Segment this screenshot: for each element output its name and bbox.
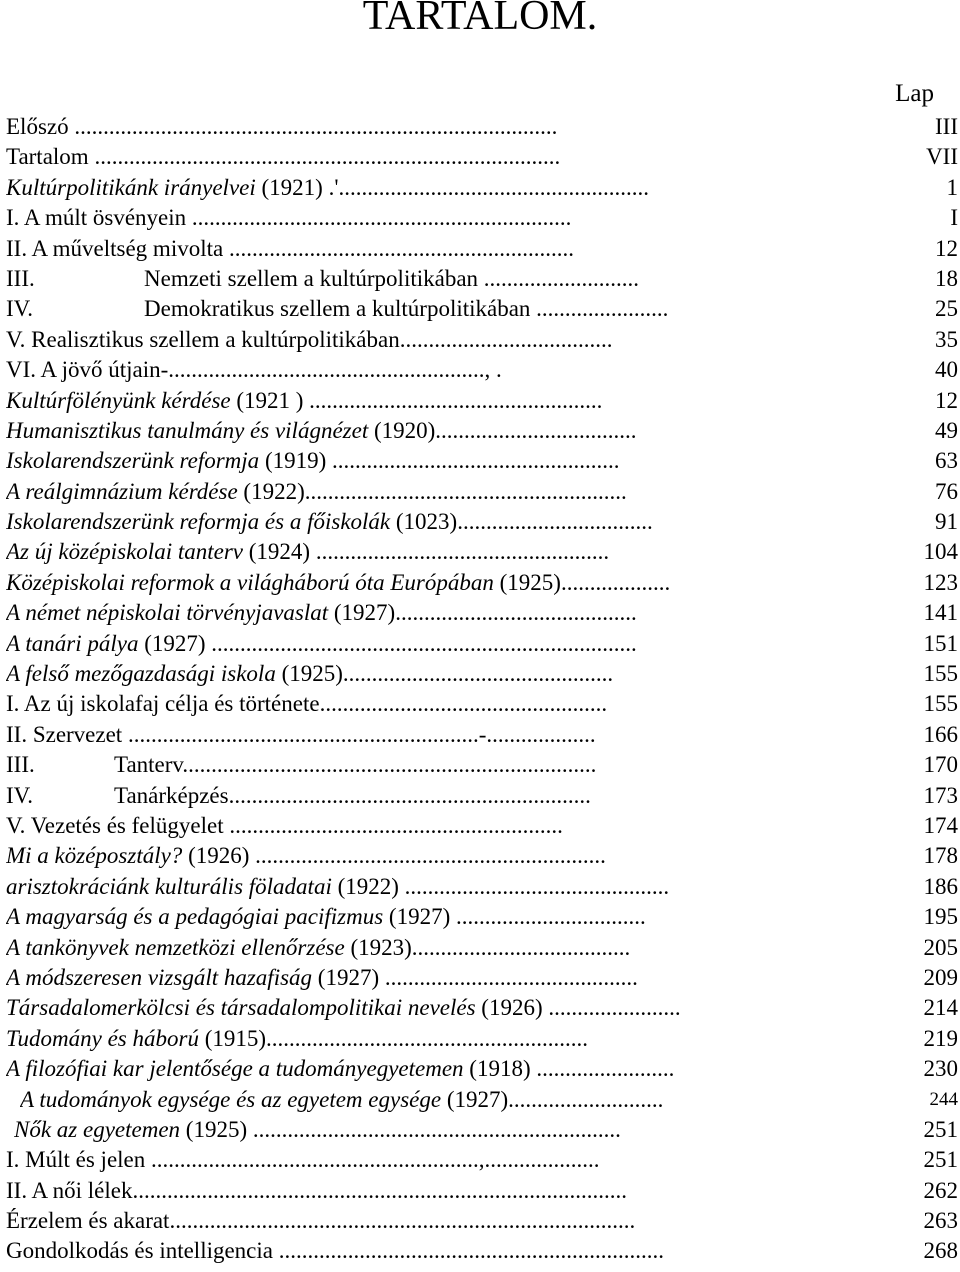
toc-entry-year: (1915)........................................................ <box>198 1025 589 1051</box>
toc-entry-page: 18 <box>935 265 958 291</box>
toc-entry-page: 104 <box>923 539 958 565</box>
toc-entry <box>6 264 958 294</box>
toc-entry <box>6 629 958 659</box>
toc-entry-year: (1923)...................................... <box>344 934 631 960</box>
toc-entry <box>6 1054 958 1084</box>
toc-entry-page: 186 <box>923 873 958 899</box>
toc-entry-text: I. Múlt és jelen .........................................................,.................... <box>6 1147 600 1173</box>
toc-entry-page: 251 <box>923 1147 958 1173</box>
toc-entry-number: IV. <box>6 782 34 808</box>
toc-entry-page: I <box>950 205 958 231</box>
toc-entry-year: (1922) .............................................. <box>331 873 670 899</box>
toc-entry-page: 141 <box>923 600 958 626</box>
toc-entry-year: (1927).......................................... <box>328 600 637 626</box>
toc-entry-title <box>6 629 637 659</box>
toc-entry-text: Demokratikus szellem a kultúrpolitikában ....................... <box>144 296 669 322</box>
toc-entry-text: II. A női lélek...................................................................................... <box>6 1177 627 1203</box>
toc-entry-text: Nők az egyetemen <box>14 1116 181 1142</box>
toc-entry-title <box>6 659 613 689</box>
toc-entry-page: 40 <box>935 357 958 383</box>
page-title: TARTALOM. <box>362 0 598 39</box>
toc-entry-year: (1922)........................................................ <box>237 478 627 504</box>
toc-entry-title <box>14 1115 621 1145</box>
toc-entry <box>6 841 958 871</box>
toc-entry <box>6 446 958 476</box>
toc-entry-page: III <box>935 114 958 139</box>
toc-entry <box>6 294 958 324</box>
toc-entry <box>6 568 958 598</box>
toc-entry-text: Előszó .................................................................................... <box>6 114 558 139</box>
toc-entry-title <box>6 446 620 476</box>
toc-entry-text: Tartalom ................................................................................. <box>6 144 561 170</box>
toc-entry <box>6 325 958 355</box>
toc-entry-text: I. Az új iskolafaj célja és története.................................................. <box>6 691 608 717</box>
toc-entry <box>6 355 958 385</box>
toc-entry-title <box>6 173 649 203</box>
toc-entry-text: A német népiskolai törvényjavaslat <box>6 600 329 626</box>
toc-entry-text: A felső mezőgazdasági iskola <box>6 661 276 687</box>
toc-entry-page: 123 <box>923 569 958 595</box>
toc-entry-text: Mi a középosztály? <box>6 843 183 869</box>
toc-entry-page: 170 <box>923 752 958 778</box>
toc-entry <box>6 598 958 628</box>
toc-entry-text: Iskolarendszerünk reformja <box>6 448 260 474</box>
toc-entry <box>6 781 958 811</box>
toc-entry-year: (1023).................................. <box>390 509 653 535</box>
toc-entry-page: 12 <box>935 387 958 413</box>
toc-entry <box>6 811 958 841</box>
toc-entry <box>6 1236 958 1266</box>
toc-entry-text: Társadalomerkölcsi és társadalompolitikai nevelés <box>6 995 476 1021</box>
toc-entry <box>6 720 958 750</box>
toc-entry-title <box>6 234 574 264</box>
toc-entry <box>6 1176 958 1206</box>
toc-entry-title <box>6 902 646 932</box>
toc-entry-text: Humanisztikus tanulmány és világnézet <box>6 417 369 443</box>
toc-entry-page: 262 <box>923 1177 958 1203</box>
toc-entry-title <box>6 1236 664 1266</box>
toc-entry-title <box>6 507 653 537</box>
toc-entry-year: (1925)............................................... <box>275 661 614 687</box>
toc-entry-page: 230 <box>923 1056 958 1082</box>
toc-entry <box>6 507 958 537</box>
toc-entry <box>6 173 958 203</box>
toc-entry-text: Iskolarendszerünk reformja és a főiskolák <box>6 509 391 535</box>
toc-entry-year: (1921) .'...................................................... <box>255 174 649 200</box>
toc-entry <box>6 1115 958 1145</box>
toc-entry-page: 195 <box>923 904 958 930</box>
toc-entry-page: VII <box>926 144 958 170</box>
toc-entry-title <box>6 568 670 598</box>
toc-entry <box>6 750 958 780</box>
toc-entry-title <box>6 598 637 628</box>
toc-entry-title <box>6 537 609 567</box>
toc-entry-text: Érzelem és akarat................................................................................. <box>6 1208 636 1234</box>
toc-entry-number: III. <box>6 752 35 778</box>
toc-entry-page: 173 <box>923 782 958 808</box>
toc-entry <box>6 142 958 172</box>
toc-entry <box>6 1085 958 1115</box>
toc-entry-title <box>6 993 681 1023</box>
toc-entry-page: 214 <box>923 995 958 1021</box>
toc-entry-title <box>6 294 668 324</box>
toc-entry <box>6 537 958 567</box>
toc-entry-title <box>6 1024 588 1054</box>
toc-entry-text: Tanterv........................................................................ <box>114 752 597 778</box>
toc-entry-text: Nemzeti szellem a kultúrpolitikában ........................... <box>144 265 640 291</box>
toc-entry-text: A tanári pálya <box>6 630 139 656</box>
toc-entry-title <box>6 1206 635 1236</box>
toc-entry-text: arisztokráciánk kulturális föladatai <box>6 873 332 899</box>
toc-entry-text: I. A múlt ösvényein .................................................................. <box>6 205 572 231</box>
toc-entry-title <box>6 720 596 750</box>
toc-entry-title <box>6 811 563 841</box>
toc-entry <box>6 872 958 902</box>
toc-entry-title <box>6 1145 600 1175</box>
toc-entry-title <box>6 203 571 233</box>
toc-entry <box>6 234 958 264</box>
toc-entry-page: 63 <box>935 448 958 474</box>
toc-entry <box>6 1024 958 1054</box>
toc-entry-title <box>20 1085 663 1115</box>
toc-entry-page: 174 <box>923 812 958 838</box>
toc-entry-title <box>6 689 607 719</box>
toc-entry-page: 209 <box>923 964 958 990</box>
toc-entry-text: Középiskolai reformok a világháború óta Európában <box>6 569 494 595</box>
toc-entry <box>6 416 958 446</box>
toc-entry <box>6 386 958 416</box>
toc-entry-year: (1927)........................... <box>441 1086 664 1112</box>
toc-entry-number: III. <box>6 265 35 291</box>
toc-entry-title <box>6 781 591 811</box>
toc-entry-title <box>6 750 596 780</box>
toc-entry-title <box>6 142 560 172</box>
toc-entry-text: VI. A jövő útjain-......................................................., . <box>6 357 502 383</box>
toc-entry-page: 151 <box>923 630 958 656</box>
toc-entry-page: 155 <box>923 691 958 717</box>
toc-entry-page: 178 <box>923 843 958 869</box>
toc-entry-year: (1919) .................................................. <box>259 448 620 474</box>
toc-entry-text: A reálgimnázium kérdése <box>6 478 238 504</box>
toc-entry-year: (1926) ............................................................. <box>182 843 606 869</box>
toc-entry-title <box>6 841 606 871</box>
toc-entry-title <box>6 477 627 507</box>
toc-entry-title <box>6 386 602 416</box>
toc-entry-text: A filozófiai kar jelentősége a tudományegyetemen <box>6 1056 464 1082</box>
toc-entry-text: A tankönyvek nemzetközi ellenőrzése <box>6 934 345 960</box>
toc-entry-title <box>6 1054 674 1084</box>
toc-entry-text: Az új középiskolai tanterv <box>6 539 243 565</box>
toc-entry-page: 49 <box>935 417 958 443</box>
toc-entry <box>6 112 958 142</box>
toc-entry-year: (1920)................................... <box>368 417 637 443</box>
toc-entry-year: (1918) ........................ <box>463 1056 675 1082</box>
toc-entry-text: A magyarság és a pedagógiai pacifizmus <box>6 904 384 930</box>
toc-entry-year: (1927) ............................................ <box>312 964 638 990</box>
toc-entry-text: V. Vezetés és felügyelet .......................................................... <box>6 812 563 838</box>
toc-entry-page: 35 <box>935 326 958 352</box>
toc-entry-page: 205 <box>923 934 958 960</box>
toc-entry <box>6 902 958 932</box>
toc-entry-title <box>6 325 612 355</box>
toc-entry <box>6 963 958 993</box>
toc-entry-text: Tanárképzés............................................................... <box>114 782 591 808</box>
toc-entry-page: 12 <box>935 235 958 261</box>
toc-entry-title <box>6 1176 627 1206</box>
toc-entry-page: 91 <box>935 509 958 535</box>
toc-entry-page: 76 <box>935 478 958 504</box>
toc-entry <box>6 659 958 689</box>
page-column-label: Lap <box>895 80 934 107</box>
toc-entry-year: (1924) ................................................... <box>243 539 610 565</box>
toc-entry <box>6 933 958 963</box>
toc-entry-title <box>6 112 557 142</box>
toc-entry-title <box>6 963 638 993</box>
toc-entry-page: 244 <box>929 1088 958 1110</box>
toc-entry-page: 166 <box>923 721 958 747</box>
toc-entry-text: A tudományok egysége és az egyetem egysége <box>20 1086 442 1112</box>
toc-entry-text: Kultúrfölényünk kérdése <box>6 387 231 413</box>
toc-entry-year: (1927) ................................. <box>383 904 646 930</box>
toc-entry <box>6 203 958 233</box>
toc-entry <box>6 1206 958 1236</box>
toc-entry-page: 263 <box>923 1208 958 1234</box>
toc-entry-page: 1 <box>946 174 958 200</box>
toc-entry-page: 268 <box>923 1238 958 1264</box>
toc-entry <box>6 1145 958 1175</box>
toc-entry-title <box>6 355 502 385</box>
toc-entry-text: A módszeresen vizsgált hazafiság <box>6 964 313 990</box>
toc-entry-text: Gondolkodás és intelligencia ................................................................... <box>6 1238 664 1264</box>
toc-entry-year: (1925)................... <box>493 569 671 595</box>
toc-entry-title <box>6 416 637 446</box>
toc-entry-page: 25 <box>935 296 958 322</box>
toc-entry-text: Kultúrpolitikánk irányelvei <box>6 174 256 200</box>
table-of-contents <box>6 112 958 1267</box>
toc-entry-text: II. A műveltség mivolta ............................................................ <box>6 235 574 261</box>
toc-entry-text: V. Realisztikus szellem a kultúrpolitikában..................................... <box>6 326 613 352</box>
toc-entry-page: 251 <box>923 1116 958 1142</box>
toc-entry-page: 155 <box>923 661 958 687</box>
toc-entry-text: Tudomány és háború <box>6 1025 199 1051</box>
toc-entry <box>6 689 958 719</box>
toc-entry-title <box>6 872 669 902</box>
toc-entry-title <box>6 264 639 294</box>
toc-entry-number: IV. <box>6 296 34 322</box>
toc-entry-text: II. Szervezet .............................................................-................... <box>6 721 596 747</box>
toc-entry-title <box>6 933 630 963</box>
toc-entry-year: (1921 ) ................................................... <box>230 387 603 413</box>
toc-entry-year: (1927) .......................................................................... <box>138 630 637 656</box>
toc-entry-page: 219 <box>923 1025 958 1051</box>
toc-entry <box>6 477 958 507</box>
toc-entry <box>6 993 958 1023</box>
toc-entry-year: (1926) ....................... <box>475 995 681 1021</box>
toc-entry-year: (1925) ................................................................ <box>180 1116 621 1142</box>
